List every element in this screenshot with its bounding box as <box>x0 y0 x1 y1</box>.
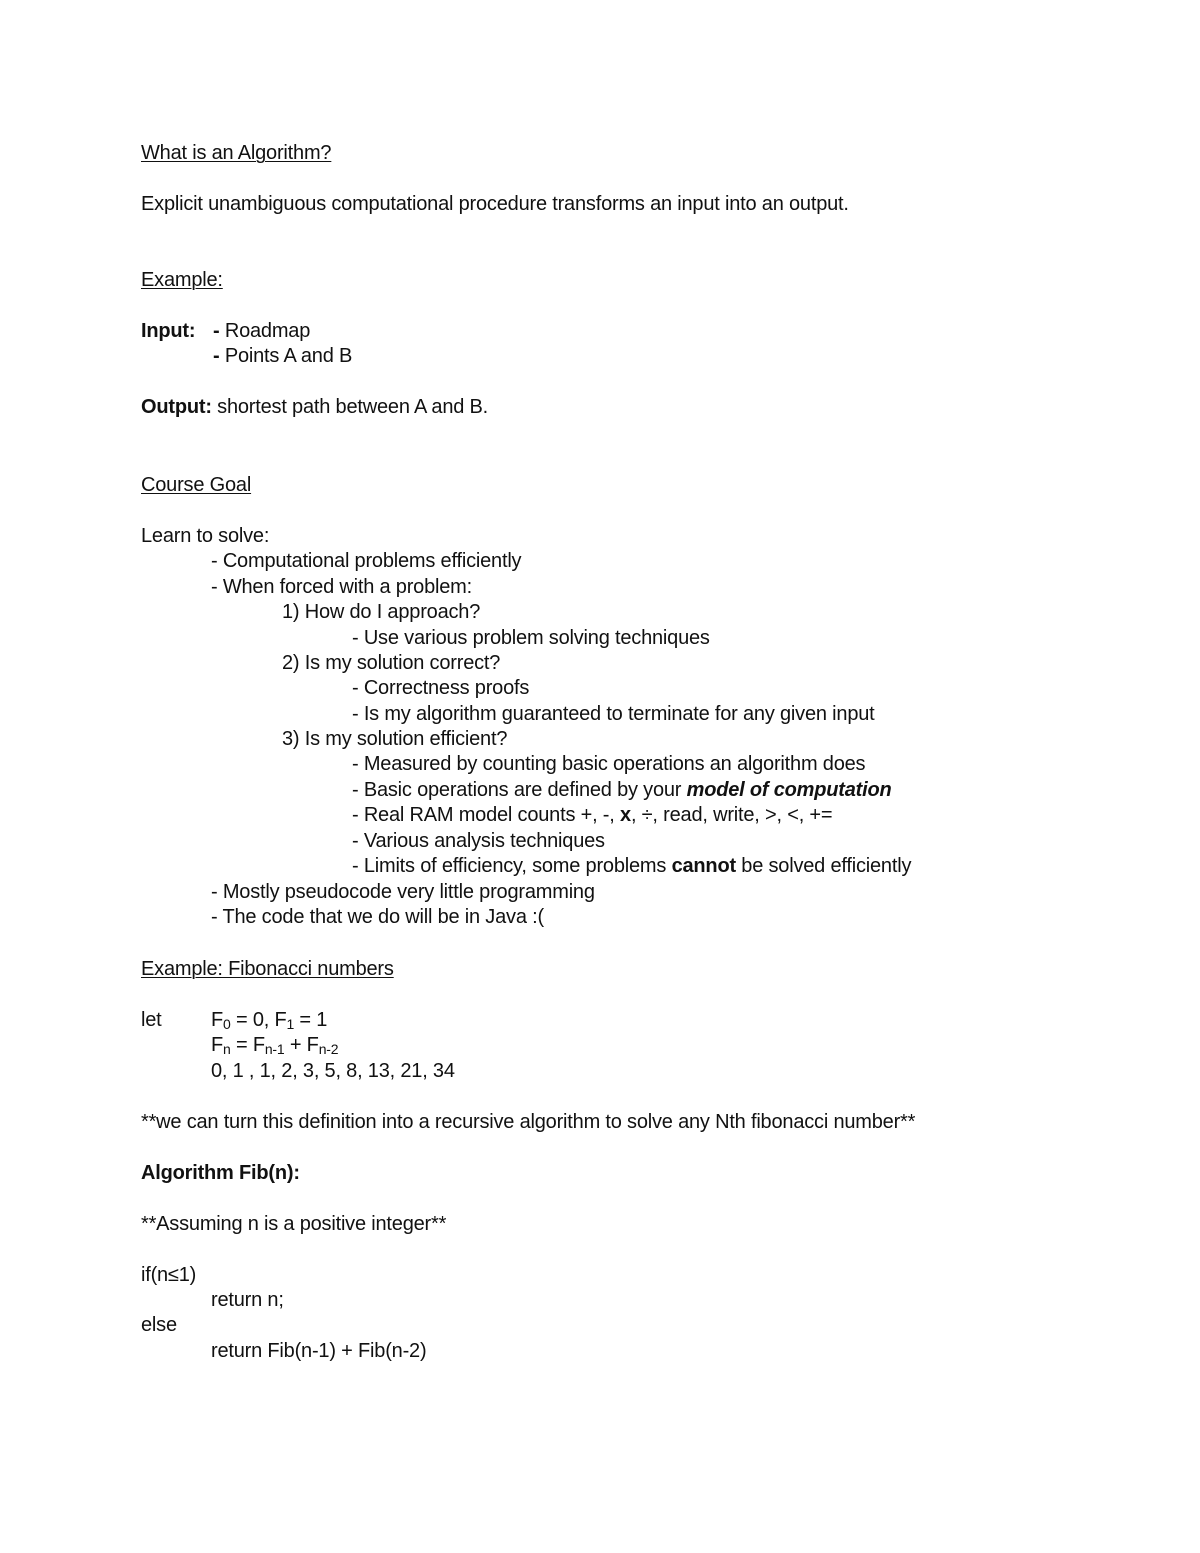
goal-java: - The code that we do will be in Java :( <box>211 906 544 928</box>
answer-measured: - Measured by counting basic operations an algorithm does <box>352 753 866 775</box>
fib-text: = 1 <box>294 1009 328 1031</box>
fib-subscript: n <box>223 1041 231 1057</box>
goal-pseudocode: - Mostly pseudocode very little programming <box>211 881 595 903</box>
assumption-note: **Assuming n is a positive integer** <box>141 1213 447 1235</box>
limits-suffix: be solved efficiently <box>735 855 912 877</box>
fib-recurrence <box>211 1033 338 1058</box>
question-approach: 1) How do I approach? <box>282 601 481 623</box>
answer-techniques: - Use various problem solving techniques <box>352 627 710 649</box>
fib-text: + F <box>284 1034 319 1056</box>
cannot-emphasis: cannot <box>671 855 736 877</box>
answer-real-ram <box>352 803 832 828</box>
input-item-text: Roadmap <box>224 320 311 342</box>
input-item-points <box>213 344 352 369</box>
fib-symbol: F <box>211 1009 224 1031</box>
answer-analysis: - Various analysis techniques <box>352 830 605 852</box>
limits-text: - Limits of efficiency, some problems <box>352 855 672 877</box>
fib-subscript: 0 <box>223 1016 231 1032</box>
code-return-fib: return Fib(n-1) + Fib(n-2) <box>211 1340 427 1362</box>
input-label: Input: <box>141 320 196 342</box>
algorithm-definition: Explicit unambiguous computational procedure transforms an input into an output. <box>141 193 849 215</box>
algorithm-fib-heading: Algorithm Fib(n): <box>141 1162 300 1184</box>
fib-text: = F <box>230 1034 265 1056</box>
question-efficient: 3) Is my solution efficient? <box>282 728 508 750</box>
example-heading: Example: <box>141 269 223 291</box>
fib-sequence: 0, 1 , 1, 2, 3, 5, 8, 13, 21, 34 <box>211 1060 455 1082</box>
algorithm-heading: What is an Algorithm? <box>141 142 332 164</box>
model-of-computation-emphasis: model of computation <box>686 779 892 801</box>
fib-subscript: n-1 <box>264 1041 285 1057</box>
learn-intro: Learn to solve: <box>141 525 270 547</box>
fib-subscript: n-2 <box>318 1041 339 1057</box>
input-line <box>141 319 195 344</box>
answer-model <box>352 778 892 803</box>
output-line <box>141 395 488 420</box>
answer-model-text: - Basic operations are defined by your <box>352 779 687 801</box>
fib-let: let <box>141 1009 162 1031</box>
code-else: else <box>141 1314 177 1336</box>
multiply-symbol: x <box>620 804 631 826</box>
input-bullet: - <box>213 320 220 342</box>
course-goal-heading: Course Goal <box>141 474 252 496</box>
code-if: if(n≤1) <box>141 1264 197 1286</box>
input-bullet: - <box>213 345 220 367</box>
answer-proofs: - Correctness proofs <box>352 677 530 699</box>
real-ram-ops: , ÷, read, write, >, <, += <box>630 804 833 826</box>
fibonacci-heading: Example: Fibonacci numbers <box>141 958 394 980</box>
goal-forced: - When forced with a problem: <box>211 576 472 598</box>
real-ram-text: - Real RAM model counts +, -, <box>352 804 620 826</box>
question-correct: 2) Is my solution correct? <box>282 652 501 674</box>
recursive-note: **we can turn this definition into a recursive algorithm to solve any Nth fibonacci number** <box>141 1111 916 1133</box>
answer-terminate: - Is my algorithm guaranteed to terminate for any given input <box>352 703 875 725</box>
output-label: Output: <box>141 396 212 418</box>
input-item-text: Points A and B <box>224 345 353 367</box>
goal-computational: - Computational problems efficiently <box>211 550 522 572</box>
fib-base-cases <box>211 1008 327 1033</box>
output-text: shortest path between A and B. <box>217 396 489 418</box>
fib-subscript: 1 <box>286 1016 295 1032</box>
fib-text: = 0, F <box>230 1009 287 1031</box>
input-item-roadmap <box>213 319 310 344</box>
fib-symbol: F <box>211 1034 224 1056</box>
answer-limits <box>352 854 911 879</box>
code-return-n: return n; <box>211 1289 284 1311</box>
